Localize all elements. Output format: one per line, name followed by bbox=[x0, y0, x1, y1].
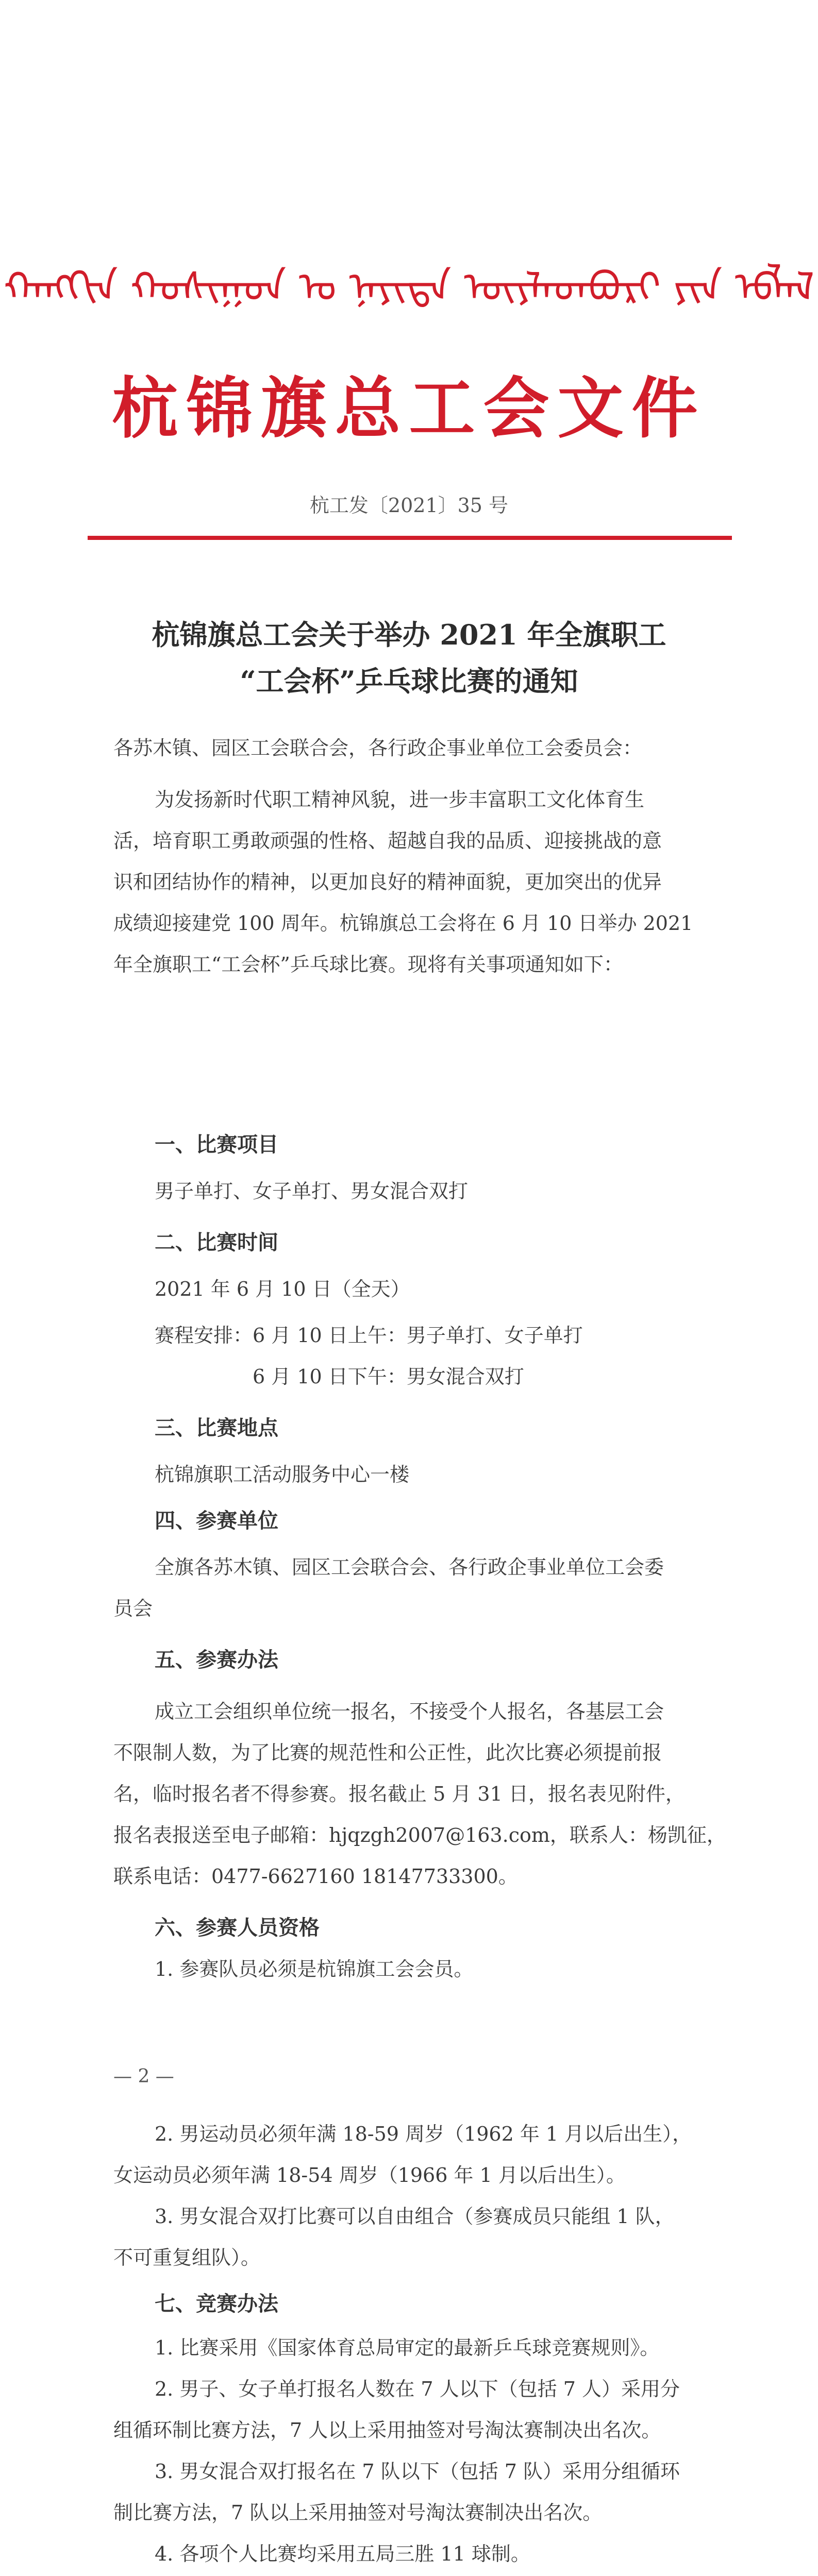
section-text: 1. 参赛队员必须是杭锦旗工会会员。 bbox=[155, 1958, 474, 1980]
section-heading: 七、竞赛办法 bbox=[155, 2292, 278, 2316]
section-text: 联系电话：0477-6627160 18147733300。 bbox=[113, 1865, 518, 1888]
section-text: 报名表报送至电子邮箱：hjqzgh2007@163.com，联系人：杨凯征， bbox=[113, 1824, 726, 1846]
section-text: 男子单打、女子单打、男女混合双打 bbox=[155, 1180, 469, 1202]
section-text: 3. 男女混合双打比赛可以自由组合（参赛成员只能组 1 队， bbox=[155, 2205, 675, 2228]
section-heading: 三、比赛地点 bbox=[155, 1416, 278, 1440]
section-text: 全旗各苏木镇、园区工会联合会、各行政企事业单位工会委 bbox=[155, 1556, 664, 1579]
section-heading: 六、参赛人员资格 bbox=[155, 1916, 320, 1940]
section-text: 名，临时报名者不得参赛。报名截止 5 月 31 日，报名表见附件， bbox=[113, 1783, 685, 1805]
mongolian-header: ᠬᠠᠩᠭᠢᠨ ᠬᠣᠰᠢᠭᠤᠨ ᠤ ᠨᠡᠶᠢᠲᠡ ᠦᠶᠯᠡᠳᠪᠦᠷᠢ ᠶᠢᠨ ᠡᠪᠯᠡᠯ bbox=[4, 264, 814, 311]
intro-line: 为发扬新时代职工精神风貌，进一步丰富职工文化体育生 bbox=[155, 788, 645, 811]
page-number: — 2 — bbox=[113, 2066, 174, 2087]
section-text: 赛程安排：6 月 10 日上午：男子单打、女子单打 bbox=[155, 1324, 583, 1347]
intro-line: 活，培育职工勇敢顽强的性格、超越自我的品质、迎接挑战的意 bbox=[113, 829, 662, 852]
section-text: 制比赛方法，7 队以上采用抽签对号淘汰赛制决出名次。 bbox=[113, 2501, 603, 2524]
section-heading: 二、比赛时间 bbox=[155, 1230, 278, 1255]
section-text: 1. 比赛采用《国家体育总局审定的最新乒乓球竞赛规则》。 bbox=[155, 2336, 660, 2359]
intro-line: 年全旗职工“工会杯”乒乓球比赛。现将有关事项通知如下： bbox=[113, 953, 623, 976]
notice-title-line2: “工会杯”乒乓球比赛的通知 bbox=[240, 665, 578, 698]
section-text: 杭锦旗职工活动服务中心一楼 bbox=[155, 1463, 410, 1486]
section-text: 组循环制比赛方法，7 人以上采用抽签对号淘汰赛制决出名次。 bbox=[113, 2419, 661, 2442]
document-number: 杭工发〔2021〕35 号 bbox=[309, 494, 509, 517]
document-header-title: 杭锦旗总工会文件 bbox=[112, 370, 706, 447]
section-text: 4. 各项个人比赛均采用五局三胜 11 球制。 bbox=[155, 2543, 530, 2565]
intro-line: 识和团结协作的精神，以更加良好的精神面貌，更加突出的优异 bbox=[113, 871, 662, 893]
intro-line: 成绩迎接建党 100 周年。杭锦旗总工会将在 6 月 10 日举办 2021 bbox=[113, 912, 693, 935]
red-divider-line bbox=[88, 536, 732, 540]
section-heading: 五、参赛办法 bbox=[155, 1648, 278, 1672]
section-text: 3. 男女混合双打报名在 7 队以下（包括 7 队）采用分组循环 bbox=[155, 2460, 680, 2483]
section-text: 女运动员必须年满 18-54 周岁（1966 年 1 月以后出生）。 bbox=[113, 2164, 626, 2187]
notice-title-line1: 杭锦旗总工会关于举办 2021 年全旗职工 bbox=[152, 618, 666, 651]
section-heading: 四、参赛单位 bbox=[155, 1509, 278, 1533]
section-text: 不可重复组队）。 bbox=[113, 2246, 261, 2269]
section-text: 2. 男运动员必须年满 18-59 周岁（1962 年 1 月以后出生）， bbox=[155, 2123, 692, 2145]
section-text: 2021 年 6 月 10 日（全天） bbox=[155, 1278, 410, 1300]
section-heading: 一、比赛项目 bbox=[155, 1132, 278, 1157]
section-text: 不限制人数，为了比赛的规范性和公正性，此次比赛必须提前报 bbox=[113, 1741, 662, 1764]
section-text: 6 月 10 日下午：男女混合双打 bbox=[253, 1365, 524, 1388]
section-text: 员会 bbox=[113, 1597, 153, 1620]
section-text: 2. 男子、女子单打报名人数在 7 人以下（包括 7 人）采用分 bbox=[155, 2378, 680, 2400]
section-text: 成立工会组织单位统一报名，不接受个人报名，各基层工会 bbox=[155, 1700, 664, 1723]
salutation: 各苏木镇、园区工会联合会，各行政企事业单位工会委员会： bbox=[113, 737, 643, 759]
